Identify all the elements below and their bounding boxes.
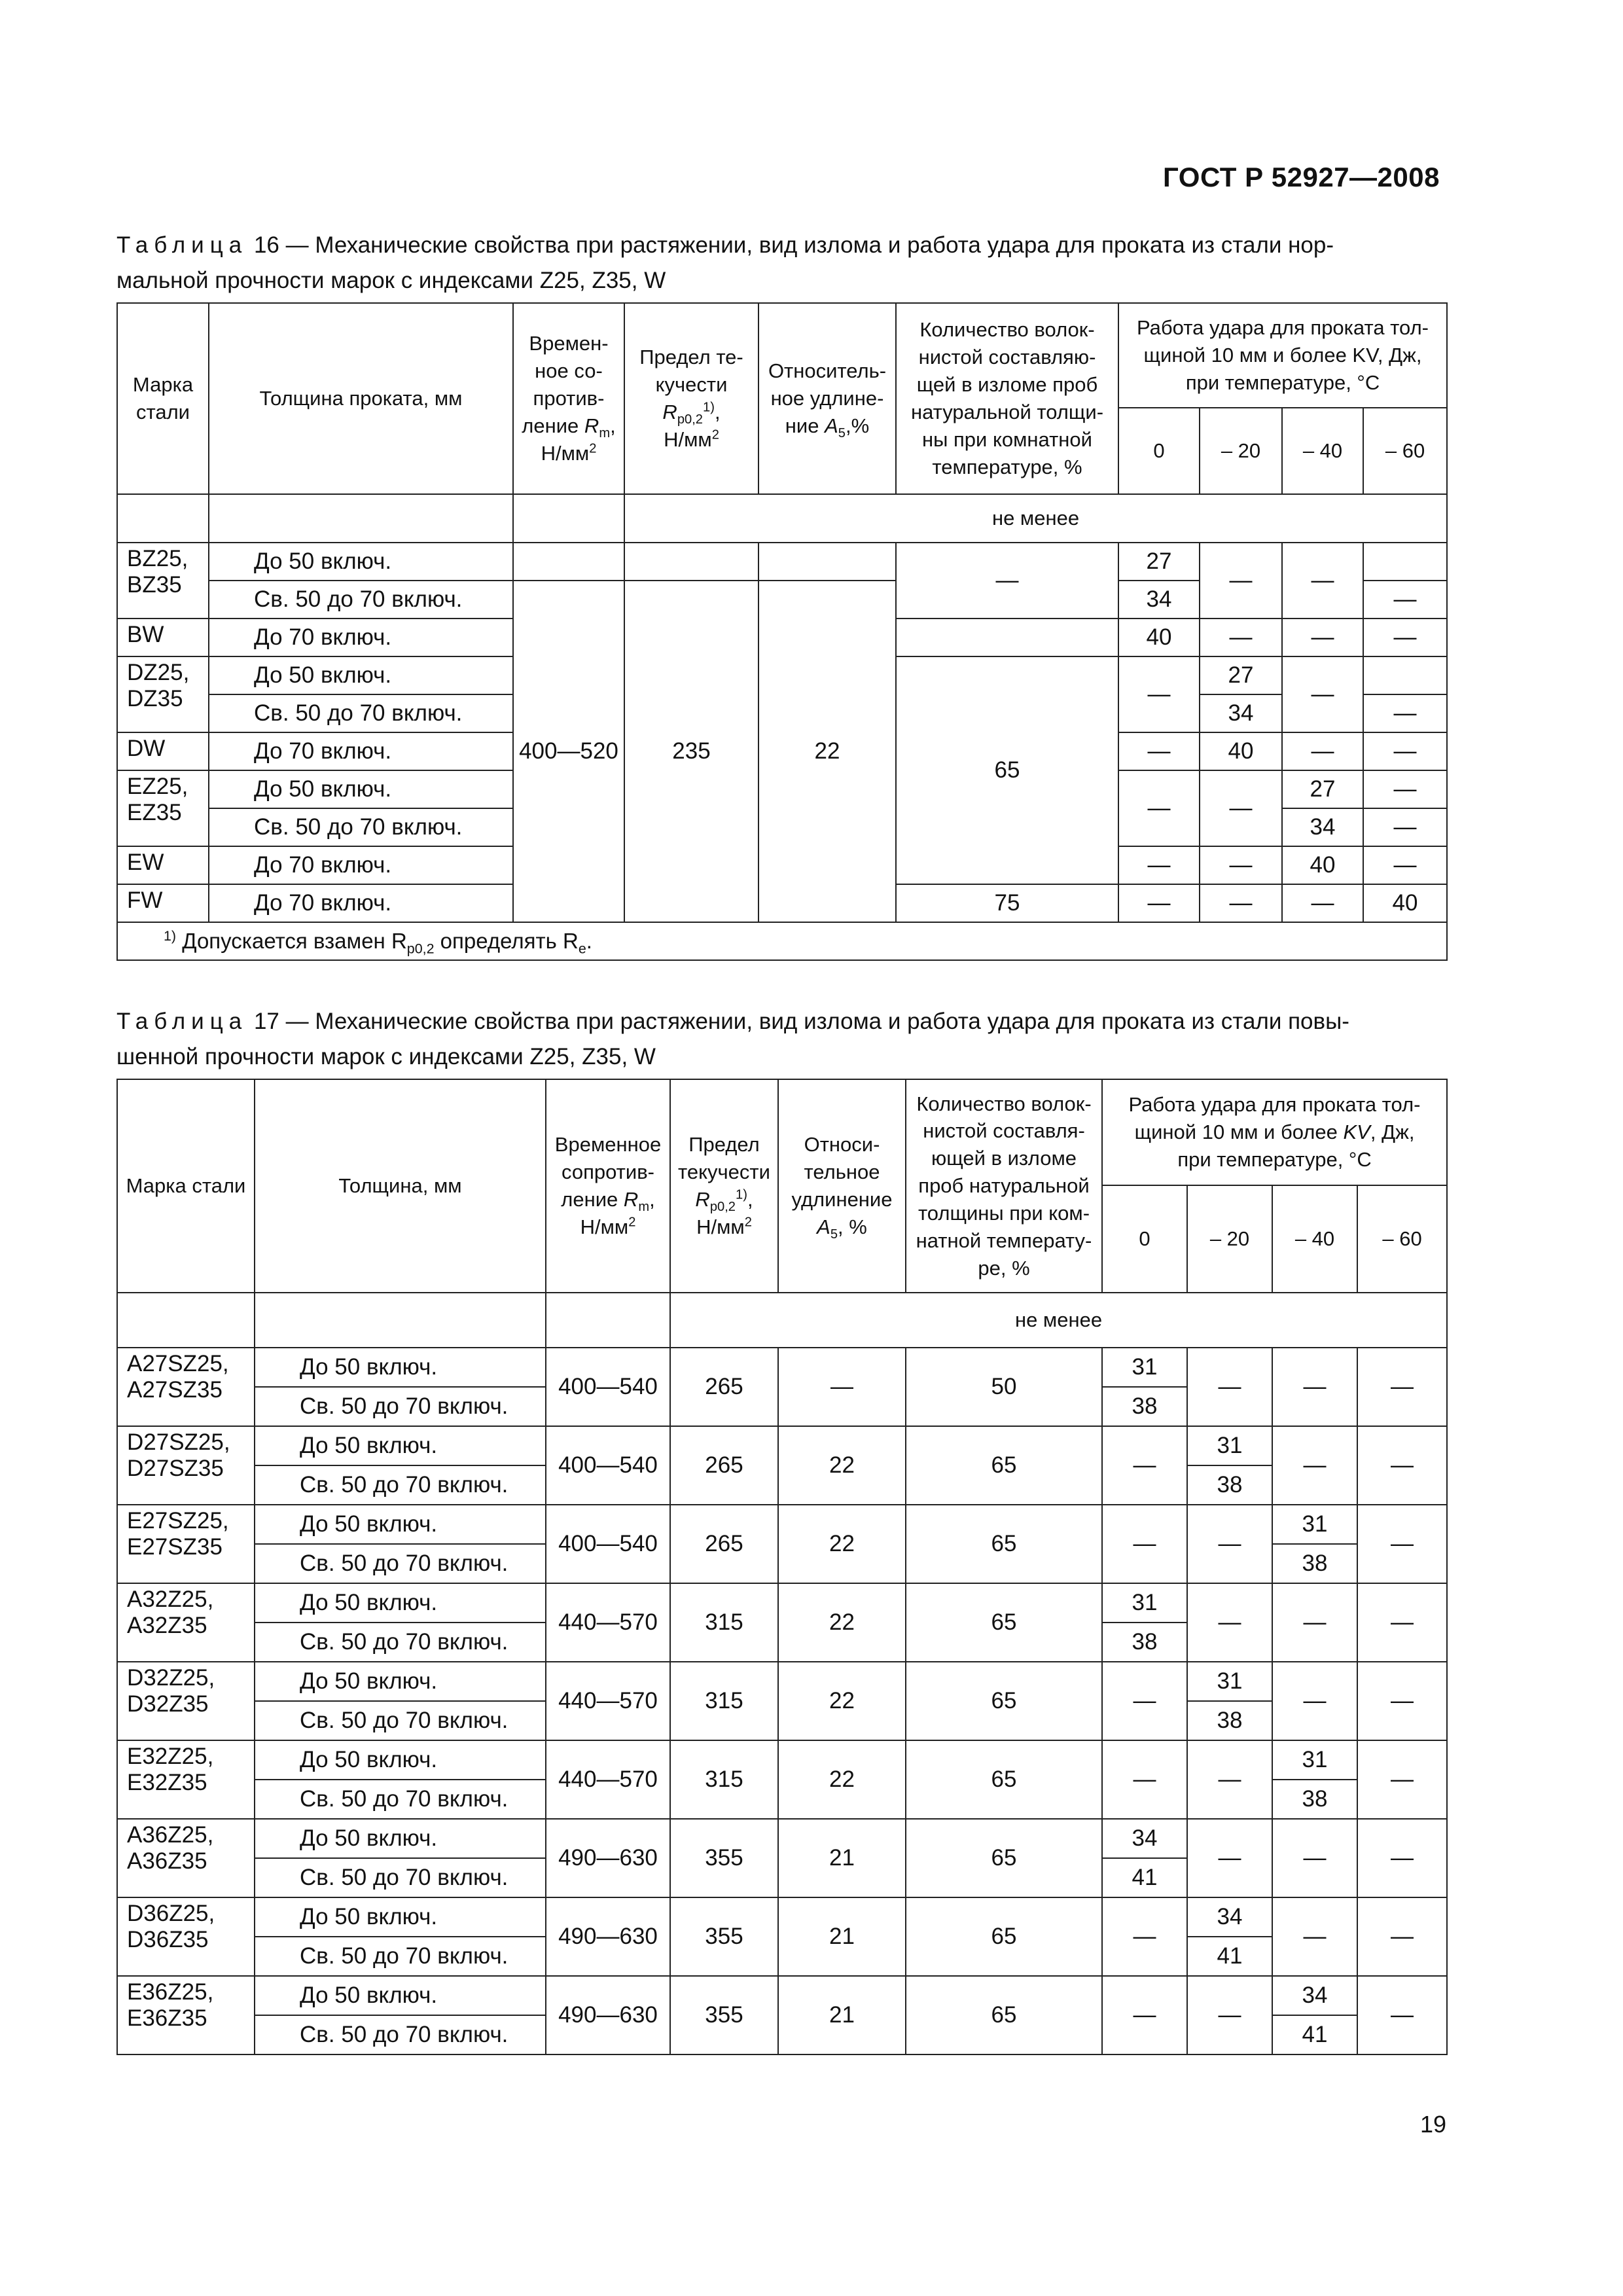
- t16-head-impact: Работа удара для проката тол- щиной 10 мм и более KV, Дж, при температуре, °С: [1118, 303, 1447, 408]
- t17-kv0: 31: [1102, 1348, 1187, 1387]
- t16-kv60: —: [1363, 808, 1447, 846]
- t17-head-impact: Работа удара для проката тол- щиной 10 мм и более KV, Дж, при температуре, °С: [1102, 1079, 1447, 1185]
- t17-thickness: Св. 50 до 70 включ.: [255, 1465, 546, 1505]
- t16-fibrous: 65: [896, 656, 1118, 884]
- t17-fibrous: 65: [906, 1819, 1102, 1897]
- t17-rm: 490—630: [546, 1897, 670, 1976]
- t16-thickness: До 50 включ.: [209, 770, 513, 808]
- t17-thickness: До 50 включ.: [255, 1662, 546, 1701]
- t17-rm: 440—570: [546, 1583, 670, 1662]
- t16-cell-empty: [513, 543, 624, 581]
- t17-mark: D36Z25, D36Z35: [117, 1897, 255, 1976]
- t16-a5: 22: [758, 581, 896, 922]
- t17-kv20: —: [1187, 1976, 1272, 2054]
- t17-kv0: —: [1102, 1976, 1187, 2054]
- t17-kv0: 41: [1102, 1858, 1187, 1897]
- t17-a5: 22: [778, 1740, 906, 1819]
- t17-fibrous: 65: [906, 1976, 1102, 2054]
- t16-thickness: До 50 включ.: [209, 543, 513, 581]
- t16-fibrous: —: [896, 543, 1118, 619]
- t17-rm: 490—630: [546, 1819, 670, 1897]
- t16-head-thickness: Толщина проката, мм: [209, 303, 513, 494]
- table17-caption-word: Таблица: [116, 1009, 248, 1034]
- t17-kv0: —: [1102, 1505, 1187, 1583]
- t16-thickness: Св. 50 до 70 включ.: [209, 808, 513, 846]
- t16-kv60: —: [1363, 770, 1447, 808]
- t17-thickness: До 50 включ.: [255, 1897, 546, 1937]
- t16-rp: 235: [624, 581, 758, 922]
- t17-fibrous: 65: [906, 1740, 1102, 1819]
- t16-head-rm: Времен- ное со- против- ление $R_m$, $Н/мм^2$: [513, 303, 624, 494]
- t17-a5: 22: [778, 1505, 906, 1583]
- t16-footnote: $^{1)}$ Допускается взамен $R_{p0,2}$ определять $R_e$.: [117, 922, 1447, 960]
- t16-head-t60: – 60: [1363, 408, 1447, 494]
- t17-thickness: До 50 включ.: [255, 1348, 546, 1387]
- table16-caption: [116, 228, 1445, 298]
- t16-thickness: До 70 включ.: [209, 884, 513, 922]
- page-number: 19: [1419, 2111, 1446, 2138]
- t17-a5: 22: [778, 1426, 906, 1505]
- t16-kv60-empty: [1363, 543, 1447, 581]
- t17-kv20: —: [1187, 1819, 1272, 1897]
- t17-kv0: —: [1102, 1426, 1187, 1505]
- t17-mark: D32Z25, D32Z35: [117, 1662, 255, 1740]
- t16-thickness: Св. 50 до 70 включ.: [209, 581, 513, 619]
- t16-kv20: —: [1200, 619, 1282, 656]
- t16-kv40: —: [1282, 619, 1363, 656]
- table16-caption-word: Таблица: [116, 232, 248, 258]
- t16-kv0: —: [1118, 846, 1200, 884]
- t17-rp: 265: [670, 1348, 778, 1426]
- t16-fibrous-empty: [896, 619, 1118, 656]
- t17-rp: 355: [670, 1819, 778, 1897]
- t17-kv0: —: [1102, 1662, 1187, 1740]
- t17-thickness: Св. 50 до 70 включ.: [255, 1780, 546, 1819]
- t17-thickness: До 50 включ.: [255, 1505, 546, 1544]
- t17-thickness: До 50 включ.: [255, 1583, 546, 1623]
- t17-thickness: Св. 50 до 70 включ.: [255, 1544, 546, 1583]
- t16-kv20: —: [1200, 846, 1282, 884]
- t17-fibrous: 65: [906, 1662, 1102, 1740]
- t16-kv0: —: [1118, 884, 1200, 922]
- t17-thickness: Св. 50 до 70 включ.: [255, 2015, 546, 2054]
- t17-kv20: 41: [1187, 1937, 1272, 1976]
- t17-body: [117, 1348, 1447, 2054]
- t17-rp: 315: [670, 1583, 778, 1662]
- t17-head-t20: – 20: [1187, 1185, 1272, 1293]
- t17-kv20: 31: [1187, 1426, 1272, 1465]
- t17-mark: A36Z25, A36Z35: [117, 1819, 255, 1897]
- t16-cell-empty: [758, 543, 896, 581]
- t17-head-t60: – 60: [1357, 1185, 1447, 1293]
- table16-caption-line2: мальной прочности марок с индексами Z25, Z35, W: [116, 268, 666, 293]
- t17-kv40: —: [1272, 1583, 1357, 1662]
- t16-rm: 400—520: [513, 581, 624, 922]
- t16-kv60-empty: [1363, 656, 1447, 694]
- t16-kv40: 27: [1282, 770, 1363, 808]
- t17-a5: 21: [778, 1976, 906, 2054]
- t16-kv40: 34: [1282, 808, 1363, 846]
- t16-thickness: Св. 50 до 70 включ.: [209, 694, 513, 732]
- t17-kv40: —: [1272, 1662, 1357, 1740]
- t17-kv40: —: [1272, 1819, 1357, 1897]
- t17-kv0: 38: [1102, 1623, 1187, 1662]
- t17-kv40: —: [1272, 1426, 1357, 1505]
- t17-kv60: —: [1357, 1976, 1447, 2054]
- t17-head-elongation: Относи- тельное удлинение $A_5$, %: [778, 1079, 906, 1293]
- t17-kv60: —: [1357, 1583, 1447, 1662]
- t16-thickness: До 70 включ.: [209, 732, 513, 770]
- t17-kv40: 34: [1272, 1976, 1357, 2015]
- table17: [116, 1079, 1448, 2055]
- document-number: ГОСТ Р 52927—2008: [1163, 162, 1440, 192]
- t17-kv60: —: [1357, 1426, 1447, 1505]
- t16-kv40: —: [1282, 732, 1363, 770]
- t17-rm: 440—570: [546, 1740, 670, 1819]
- t17-head-t40: – 40: [1272, 1185, 1357, 1293]
- t16-kv20: 27: [1200, 656, 1282, 694]
- t16-kv20: —: [1200, 884, 1282, 922]
- table16: [116, 302, 1448, 961]
- t17-kv60: —: [1357, 1819, 1447, 1897]
- t17-thickness: Св. 50 до 70 включ.: [255, 1858, 546, 1897]
- t16-kv40: 40: [1282, 846, 1363, 884]
- t16-mark: EW: [117, 846, 209, 884]
- t17-kv60: —: [1357, 1740, 1447, 1819]
- t16-kv20: 34: [1200, 694, 1282, 732]
- t17-kv20: —: [1187, 1348, 1272, 1426]
- t17-fibrous: 65: [906, 1505, 1102, 1583]
- t17-kv20: 38: [1187, 1701, 1272, 1740]
- t17-head-fibrous: Количество волок- нистой составля- ющей в изломе проб натуральной толщины при ком- натной температу- ре, %: [906, 1079, 1102, 1293]
- t16-kv20: 40: [1200, 732, 1282, 770]
- table17-caption: [116, 1004, 1445, 1075]
- t16-mark: DW: [117, 732, 209, 770]
- t17-rp: 315: [670, 1662, 778, 1740]
- t16-thickness: До 50 включ.: [209, 656, 513, 694]
- t17-kv20: —: [1187, 1740, 1272, 1819]
- t17-rp: 265: [670, 1505, 778, 1583]
- t16-mark: BZ25, BZ35: [117, 543, 209, 619]
- t17-fibrous: 50: [906, 1348, 1102, 1426]
- t16-mark: FW: [117, 884, 209, 922]
- t17-kv0: —: [1102, 1740, 1187, 1819]
- t17-head-t0: 0: [1102, 1185, 1187, 1293]
- t16-kv20: —: [1200, 543, 1282, 619]
- t17-thickness: Св. 50 до 70 включ.: [255, 1701, 546, 1740]
- t17-thickness: До 50 включ.: [255, 1426, 546, 1465]
- t17-head-rm: Временное сопротив- ление $R_m$, $Н/мм^2$: [546, 1079, 670, 1293]
- t17-kv40: 38: [1272, 1544, 1357, 1583]
- t16-head-mark: Марка стали: [117, 303, 209, 494]
- t16-head-t20: – 20: [1200, 408, 1282, 494]
- t17-mark: D27SZ25, D27SZ35: [117, 1426, 255, 1505]
- t16-head-rp: Предел те- кучести $R_{p0,2}^{1)}$, $Н/мм^2$: [624, 303, 758, 494]
- t17-head-rp: Предел текучести $R_{p0,2}^{1)}$, $Н/мм^2$: [670, 1079, 778, 1293]
- t16-kv60: —: [1363, 732, 1447, 770]
- t16-fibrous: 75: [896, 884, 1118, 922]
- t17-kv40: 31: [1272, 1505, 1357, 1544]
- t17-fibrous: 65: [906, 1897, 1102, 1976]
- t17-kv60: —: [1357, 1662, 1447, 1740]
- t17-kv0: 34: [1102, 1819, 1187, 1858]
- t17-thickness: До 50 включ.: [255, 1740, 546, 1780]
- t17-rm: 490—630: [546, 1976, 670, 2054]
- t16-kv60: —: [1363, 581, 1447, 619]
- t17-a5: 22: [778, 1662, 906, 1740]
- t17-kv0: 38: [1102, 1387, 1187, 1426]
- t17-mark: A32Z25, A32Z35: [117, 1583, 255, 1662]
- table17-caption-line2: шенной прочности марок с индексами Z25, Z35, W: [116, 1044, 656, 1069]
- t16-head-t0: 0: [1118, 408, 1200, 494]
- t17-rm: 400—540: [546, 1348, 670, 1426]
- t17-kv40: 31: [1272, 1740, 1357, 1780]
- t17-head-mark: Марка стали: [117, 1079, 255, 1293]
- t16-kv0: 27: [1118, 543, 1200, 581]
- table17-caption-text: 17 — Механические свойства при растяжении, вид излома и работа удара для проката из стали повы-: [247, 1009, 1349, 1034]
- t16-kv0: 40: [1118, 619, 1200, 656]
- t17-kv20: 34: [1187, 1897, 1272, 1937]
- t16-kv0: —: [1118, 770, 1200, 846]
- t17-rm: 400—540: [546, 1505, 670, 1583]
- t17-kv20: 31: [1187, 1662, 1272, 1701]
- t17-not-less: не менее: [670, 1293, 1447, 1348]
- t17-a5: 21: [778, 1897, 906, 1976]
- t17-kv40: 38: [1272, 1780, 1357, 1819]
- t17-mark: A27SZ25, A27SZ35: [117, 1348, 255, 1426]
- t17-a5: 21: [778, 1819, 906, 1897]
- t17-mark: E36Z25, E36Z35: [117, 1976, 255, 2054]
- t16-kv40: —: [1282, 656, 1363, 732]
- t16-mark: EZ25, EZ35: [117, 770, 209, 846]
- t17-rp: 265: [670, 1426, 778, 1505]
- t16-thickness: До 70 включ.: [209, 846, 513, 884]
- t17-thickness: Св. 50 до 70 включ.: [255, 1387, 546, 1426]
- t17-a5: —: [778, 1348, 906, 1426]
- t17-kv40: —: [1272, 1897, 1357, 1976]
- t17-rm: 440—570: [546, 1662, 670, 1740]
- t17-kv20: —: [1187, 1583, 1272, 1662]
- t17-kv0: 31: [1102, 1583, 1187, 1623]
- t17-kv60: —: [1357, 1505, 1447, 1583]
- t17-rp: 355: [670, 1976, 778, 2054]
- t16-kv60: —: [1363, 619, 1447, 656]
- t16-kv0: —: [1118, 656, 1200, 732]
- t17-head-thickness: Толщина, мм: [255, 1079, 546, 1293]
- t17-thickness: Св. 50 до 70 включ.: [255, 1937, 546, 1976]
- t16-kv60: 40: [1363, 884, 1447, 922]
- t17-a5: 22: [778, 1583, 906, 1662]
- t16-kv60: —: [1363, 694, 1447, 732]
- table16-caption-text: 16 — Механические свойства при растяжении, вид излома и работа удара для проката из стали нор-: [247, 232, 1334, 258]
- t16-thickness: До 70 включ.: [209, 619, 513, 656]
- t16-head-fibrous: Количество волок- нистой составляю- щей в изломе проб натуральной толщи- ны при комнатной температуре, %: [896, 303, 1118, 494]
- t17-kv60: —: [1357, 1897, 1447, 1976]
- t16-head-elongation: Относитель- ное удлине- ние $A_5,\%$: [758, 303, 896, 494]
- t17-mark: E27SZ25, E27SZ35: [117, 1505, 255, 1583]
- t17-kv60: —: [1357, 1348, 1447, 1426]
- t16-kv0: —: [1118, 732, 1200, 770]
- t17-kv40: 41: [1272, 2015, 1357, 2054]
- t17-kv20: —: [1187, 1505, 1272, 1583]
- t17-kv40: —: [1272, 1348, 1357, 1426]
- t16-kv40: —: [1282, 543, 1363, 619]
- t17-rm: 400—540: [546, 1426, 670, 1505]
- t17-thickness: Св. 50 до 70 включ.: [255, 1623, 546, 1662]
- t16-head-t40: – 40: [1282, 408, 1363, 494]
- t17-fibrous: 65: [906, 1583, 1102, 1662]
- t17-mark: E32Z25, E32Z35: [117, 1740, 255, 1819]
- t16-kv40: —: [1282, 884, 1363, 922]
- t17-kv20: 38: [1187, 1465, 1272, 1505]
- t16-mark: BW: [117, 619, 209, 656]
- t17-rp: 355: [670, 1897, 778, 1976]
- t16-mark: DZ25, DZ35: [117, 656, 209, 732]
- t16-kv60: —: [1363, 846, 1447, 884]
- t17-thickness: До 50 включ.: [255, 1976, 546, 2015]
- t17-kv0: —: [1102, 1897, 1187, 1976]
- t16-kv0: 34: [1118, 581, 1200, 619]
- t16-not-less: не менее: [624, 494, 1447, 543]
- t16-cell-empty: [624, 543, 758, 581]
- t16-kv20: —: [1200, 770, 1282, 846]
- t17-thickness: До 50 включ.: [255, 1819, 546, 1858]
- t17-fibrous: 65: [906, 1426, 1102, 1505]
- t17-rp: 315: [670, 1740, 778, 1819]
